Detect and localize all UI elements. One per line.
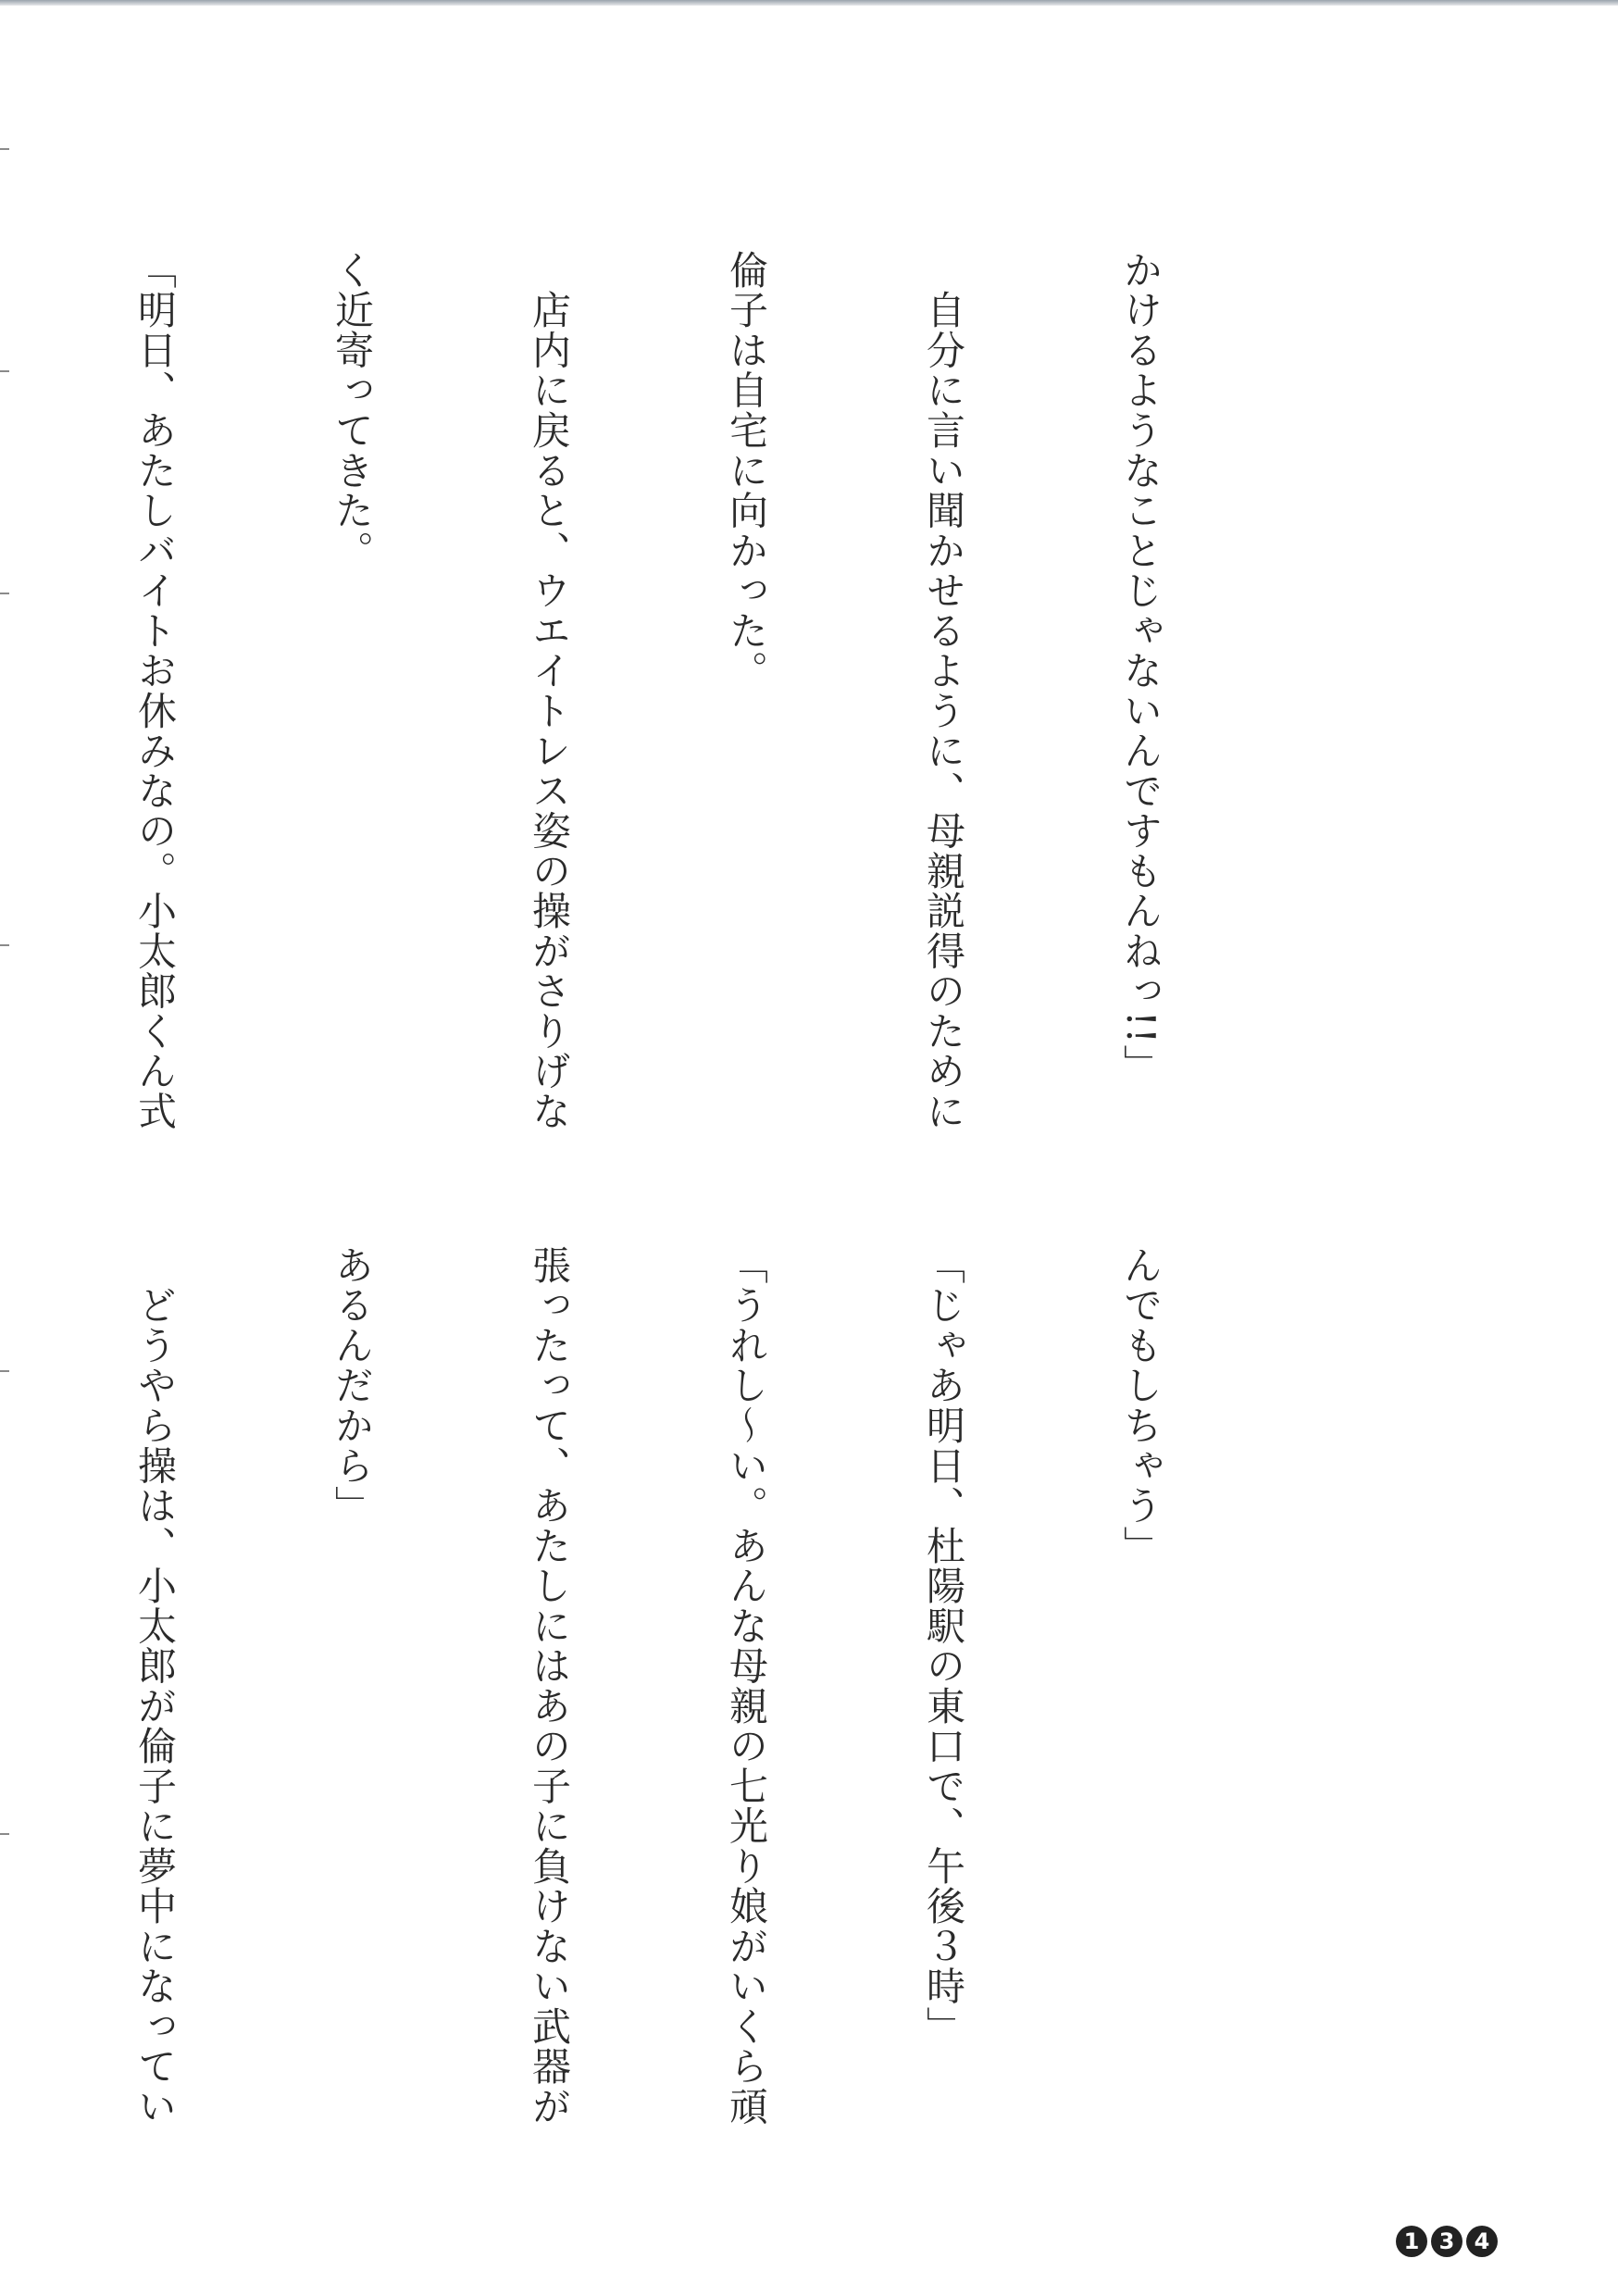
text-column: んでもしちゃう」 (1118, 1245, 1164, 1566)
text-column: どうやら操は、小太郎が倫子に夢中になってい (132, 1245, 178, 2127)
top-edge-rule (0, 0, 1618, 6)
text-column: あるんだから」 (330, 1245, 375, 1526)
text-column: 「じゃあ明日、杜陽駅の東口で、午後３時」 (921, 1245, 966, 2047)
page-number (1396, 2226, 1498, 2257)
text-column: 「うれし〜い。あんな母親の七光り娘がいくら頑 (724, 1245, 769, 2127)
text-column: 「明日、あたしバイトお休みなの。小太郎くん式 (132, 250, 178, 1131)
text-column: 店内に戻ると、ウエイトレス姿の操がさりげな (527, 250, 572, 1131)
text-column: く近寄ってきた。 (330, 250, 375, 571)
edge-tick-mark (0, 148, 9, 150)
text-column: かけるようなことじゃないんですもんねっ!!」 (1118, 250, 1164, 1085)
bottom-text-block (132, 1245, 1305, 2227)
page-number-digit: 1 (1396, 2226, 1427, 2257)
text-column: 倫子は自宅に向かった。 (724, 250, 769, 691)
text-column: 自分に言い聞かせるように、母親説得のために (921, 250, 966, 1131)
page-number-digit: 3 (1431, 2226, 1462, 2257)
page-number-digit: 4 (1466, 2226, 1498, 2257)
top-text-block (132, 250, 1305, 1231)
text-column: 張ったって、あたしにはあの子に負けない武器が (527, 1245, 572, 2127)
